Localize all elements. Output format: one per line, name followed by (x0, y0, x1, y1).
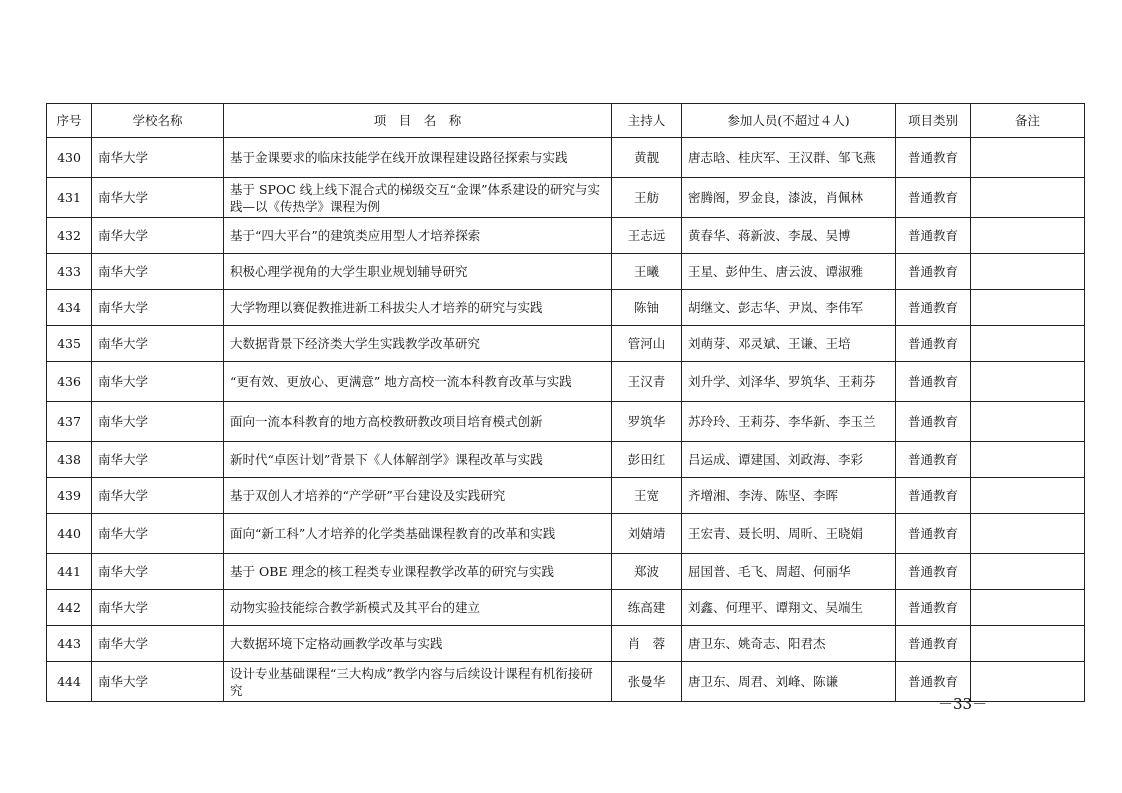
table-row (47, 326, 1085, 362)
row-project: 新时代“卓医计划”背景下《人体解剖学》课程改革与实践 (224, 442, 612, 478)
page-number: －33－ (938, 695, 988, 713)
row-members: 唐卫东、姚奇志、阳君杰 (682, 626, 896, 662)
row-leader: 刘婧靖 (612, 514, 682, 554)
header-category: 项目类别 (896, 104, 971, 138)
row-members: 唐卫东、周君、刘峰、陈谦 (682, 662, 896, 702)
row-project: 大学物理以赛促教推进新工科拔尖人才培养的研究与实践 (224, 290, 612, 326)
row-index: 433 (47, 254, 92, 290)
row-index: 435 (47, 326, 92, 362)
header-school: 学校名称 (92, 104, 224, 138)
row-category: 普通教育 (896, 218, 971, 254)
row-remarks (971, 590, 1085, 626)
row-category: 普通教育 (896, 442, 971, 478)
row-index: 439 (47, 478, 92, 514)
row-category: 普通教育 (896, 514, 971, 554)
row-members: 刘萌芽、邓灵斌、王谦、王培 (682, 326, 896, 362)
row-leader: 陈铀 (612, 290, 682, 326)
row-category: 普通教育 (896, 290, 971, 326)
row-index: 440 (47, 514, 92, 554)
row-members: 吕运成、谭建国、刘政海、李彩 (682, 442, 896, 478)
row-school: 南华大学 (92, 254, 224, 290)
row-school: 南华大学 (92, 514, 224, 554)
row-members: 齐增湘、李涛、陈坚、李晖 (682, 478, 896, 514)
row-category: 普通教育 (896, 138, 971, 178)
row-members: 胡继文、彭志华、尹岚、李伟军 (682, 290, 896, 326)
row-school: 南华大学 (92, 326, 224, 362)
row-remarks (971, 402, 1085, 442)
row-school: 南华大学 (92, 178, 224, 218)
header-index: 序号 (47, 104, 92, 138)
row-category: 普通教育 (896, 626, 971, 662)
row-project: 动物实验技能综合教学新模式及其平台的建立 (224, 590, 612, 626)
row-school: 南华大学 (92, 626, 224, 662)
table-row (47, 662, 1085, 702)
row-remarks (971, 178, 1085, 218)
table-row (47, 514, 1085, 554)
row-remarks (971, 514, 1085, 554)
table-row (47, 626, 1085, 662)
row-leader: 罗筑华 (612, 402, 682, 442)
row-leader: 王宽 (612, 478, 682, 514)
row-school: 南华大学 (92, 218, 224, 254)
row-school: 南华大学 (92, 402, 224, 442)
row-leader: 王汉青 (612, 362, 682, 402)
row-index: 438 (47, 442, 92, 478)
row-remarks (971, 290, 1085, 326)
row-leader: 王曦 (612, 254, 682, 290)
row-project: 大数据环境下定格动画教学改革与实践 (224, 626, 612, 662)
row-leader: 彭田红 (612, 442, 682, 478)
row-index: 432 (47, 218, 92, 254)
row-project: 面向一流本科教育的地方高校教研教改项目培育模式创新 (224, 402, 612, 442)
row-remarks (971, 626, 1085, 662)
row-category: 普通教育 (896, 402, 971, 442)
row-leader: 黄靓 (612, 138, 682, 178)
row-leader: 肖 蓉 (612, 626, 682, 662)
row-category: 普通教育 (896, 554, 971, 590)
row-remarks (971, 442, 1085, 478)
row-project: 基于 SPOC 线上线下混合式的梯级交互“金课”体系建设的研究与实践—以《传热学》课程为例 (224, 178, 612, 218)
row-index: 431 (47, 178, 92, 218)
row-school: 南华大学 (92, 554, 224, 590)
row-project: 基于双创人才培养的“产学研”平台建设及实践研究 (224, 478, 612, 514)
table-row (47, 290, 1085, 326)
row-project: 基于 OBE 理念的核工程类专业课程教学改革的研究与实践 (224, 554, 612, 590)
row-school: 南华大学 (92, 442, 224, 478)
row-members: 苏玲玲、王莉芬、李华新、李玉兰 (682, 402, 896, 442)
row-members: 屈国普、毛飞、周超、何丽华 (682, 554, 896, 590)
row-index: 442 (47, 590, 92, 626)
row-category: 普通教育 (896, 590, 971, 626)
header-remarks: 备注 (971, 104, 1085, 138)
table-row (47, 218, 1085, 254)
table-row (47, 478, 1085, 514)
row-remarks (971, 138, 1085, 178)
row-school: 南华大学 (92, 138, 224, 178)
row-remarks (971, 554, 1085, 590)
table-header-row (47, 104, 1085, 138)
row-remarks (971, 218, 1085, 254)
row-school: 南华大学 (92, 590, 224, 626)
row-index: 434 (47, 290, 92, 326)
row-members: 密腾阁，罗金良，漆波，肖佩林 (682, 178, 896, 218)
table-row (47, 362, 1085, 402)
row-project: 设计专业基础课程“三大构成”教学内容与后续设计课程有机衔接研究 (224, 662, 612, 702)
table-row (47, 138, 1085, 178)
row-remarks (971, 326, 1085, 362)
row-leader: 郑波 (612, 554, 682, 590)
row-category: 普通教育 (896, 362, 971, 402)
table-row (47, 590, 1085, 626)
row-leader: 练高建 (612, 590, 682, 626)
row-remarks (971, 362, 1085, 402)
table-row (47, 402, 1085, 442)
row-school: 南华大学 (92, 662, 224, 702)
row-remarks (971, 254, 1085, 290)
row-project: “更有效、更放心、更满意” 地方高校一流本科教育改革与实践 (224, 362, 612, 402)
header-members: 参加人员(不超过４人) (682, 104, 896, 138)
row-category: 普通教育 (896, 662, 971, 702)
row-category: 普通教育 (896, 178, 971, 218)
row-leader: 张曼华 (612, 662, 682, 702)
row-index: 443 (47, 626, 92, 662)
row-members: 黄春华、蒋新波、李晟、吴博 (682, 218, 896, 254)
row-members: 王宏青、聂长明、周昕、王晓娟 (682, 514, 896, 554)
row-leader: 王舫 (612, 178, 682, 218)
row-members: 唐志晗、桂庆军、王汉群、邹飞燕 (682, 138, 896, 178)
row-members: 刘鑫、何理平、谭翔文、吴端生 (682, 590, 896, 626)
row-members: 王星、彭仲生、唐云波、谭淑雅 (682, 254, 896, 290)
row-members: 刘升学、刘泽华、罗筑华、王莉芬 (682, 362, 896, 402)
table-row (47, 442, 1085, 478)
row-category: 普通教育 (896, 326, 971, 362)
header-project: 项 目 名 称 (224, 104, 612, 138)
row-project: 大数据背景下经济类大学生实践教学改革研究 (224, 326, 612, 362)
table-row (47, 554, 1085, 590)
row-school: 南华大学 (92, 362, 224, 402)
row-index: 436 (47, 362, 92, 402)
row-category: 普通教育 (896, 254, 971, 290)
table-body (47, 138, 1085, 702)
row-remarks (971, 662, 1085, 702)
table-row (47, 178, 1085, 218)
row-category: 普通教育 (896, 478, 971, 514)
row-remarks (971, 478, 1085, 514)
row-index: 430 (47, 138, 92, 178)
project-table (46, 103, 1085, 702)
row-project: 基于金课要求的临床技能学在线开放课程建设路径探索与实践 (224, 138, 612, 178)
row-project: 基于“四大平台”的建筑类应用型人才培养探索 (224, 218, 612, 254)
row-leader: 管河山 (612, 326, 682, 362)
row-project: 面向“新工科”人才培养的化学类基础课程教育的改革和实践 (224, 514, 612, 554)
header-leader: 主持人 (612, 104, 682, 138)
table-row (47, 254, 1085, 290)
row-leader: 王志远 (612, 218, 682, 254)
row-school: 南华大学 (92, 290, 224, 326)
row-school: 南华大学 (92, 478, 224, 514)
row-project: 积极心理学视角的大学生职业规划辅导研究 (224, 254, 612, 290)
row-index: 441 (47, 554, 92, 590)
row-index: 437 (47, 402, 92, 442)
row-index: 444 (47, 662, 92, 702)
